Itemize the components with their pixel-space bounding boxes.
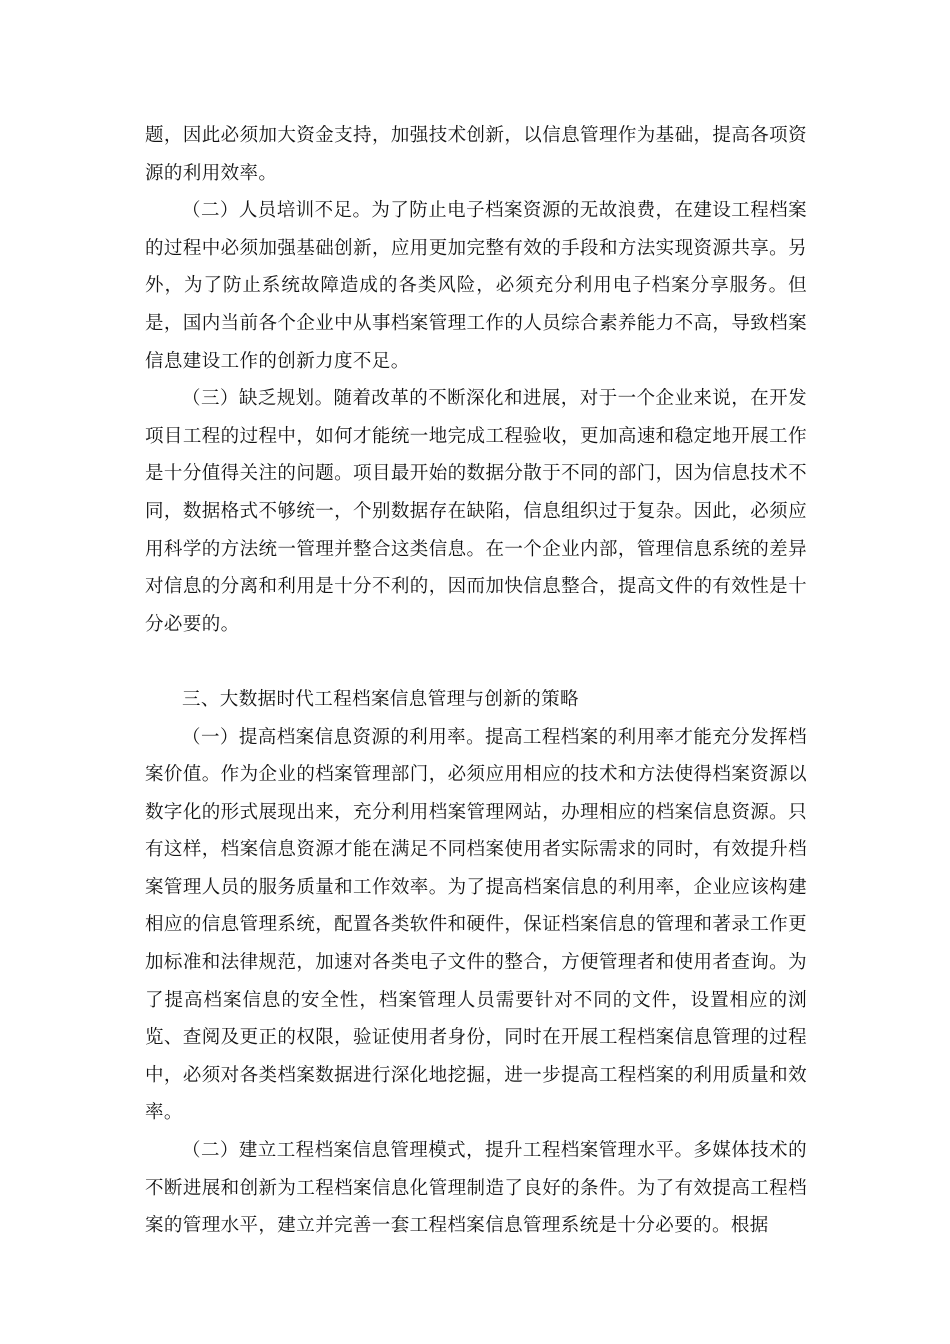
section-spacer — [145, 643, 807, 681]
paragraph-lack-of-planning: （三）缺乏规划。随着改革的不断深化和进展，对于一个企业来说，在开发项目工程的过程中，如何才能统一地完成工程验收，更加高速和稳定地开展工作是十分值得关注的问题。项目最开始的数据分散于不同的部门，因为信息技术不同，数据格式不够统一，个别数据存在缺陷，信息组织过于复杂。因此，必须应用科学的方法统一管理并整合这类信息。在一个企业内部，管理信息系统的差异对信息的分离和利用是十分不利的，因而加快信息整合，提高文件的有效性是十分必要的。 — [145, 388, 807, 635]
paragraph-management-mode: （二）建立工程档案信息管理模式，提升工程档案管理水平。多媒体技术的不断进展和创新为工程档案信息化管理制造了良好的条件。为了有效提高工程档案的管理水平，建立并完善一套工程档案信息管理系统是十分必要的。根据 — [145, 1140, 807, 1237]
paragraph-continued: 题，因此必须加大资金支持，加强技术创新，以信息管理作为基础，提高各项资源的利用效率。 — [145, 125, 807, 184]
paragraph-staff-training: （二）人员培训不足。为了防止电子档案资源的无故浪费，在建设工程档案的过程中必须加强基础创新，应用更加完整有效的手段和方法实现资源共享。另外，为了防止系统故障造成的各类风险，必须充分利用电子档案分享服务。但是，国内当前各个企业中从事档案管理工作的人员综合素养能力不高，导致档案信息建设工作的创新力度不足。 — [145, 200, 807, 372]
section-heading: 三、大数据时代工程档案信息管理与创新的策略 — [182, 688, 579, 710]
paragraph-utilization-rate: （一）提高档案信息资源的利用率。提高工程档案的利用率才能充分发挥档案价值。作为企业的档案管理部门，必须应用相应的技术和方法使得档案资源以数字化的形式展现出来，充分利用档案管理网站，办理相应的档案信息资源。只有这样，档案信息资源才能在满足不同档案使用者实际需求的同时，有效提升档案管理人员的服务质量和工作效率。为了提高档案信息的利用率，企业应该构建相应的信息管理系统，配置各类软件和硬件，保证档案信息的管理和著录工作更加标准和法律规范，加速对各类电子文件的整合，方便管理者和使用者查询。为了提高档案信息的安全性，档案管理人员需要针对不同的文件，设置相应的浏览、查阅及更正的权限，验证使用者身份，同时在开展工程档案信息管理的过程中，必须对各类档案数据进行深化地挖掘，进一步提高工程档案的利用质量和效率。 — [145, 726, 807, 1124]
document-body — [145, 117, 807, 1245]
